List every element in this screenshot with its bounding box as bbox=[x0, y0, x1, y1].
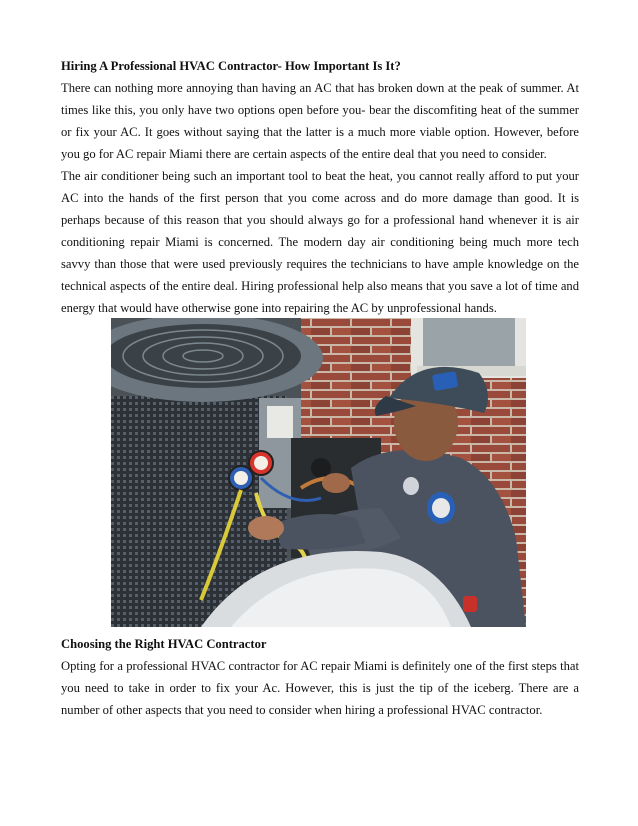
paragraph-intro: There can nothing more annoying than having an AC that has broken down at the peak of summer. At times like this, you only have two options open before you- bear the discomfiting heat of the summer or fix your AC. It goes without saying that the latter is a much more viable option. However, before you go for AC repair Miami there are certain aspects of the entire deal that you need to consider. bbox=[61, 81, 579, 161]
section-heading-choosing: Choosing the Right HVAC Contractor bbox=[61, 637, 267, 651]
technician-repairing-ac-photo bbox=[111, 318, 526, 627]
paragraph-professional-help: The air conditioner being such an important tool to beat the heat, you cannot really afford to put your AC into the hands of the first person that you come across and do more damage than good. It is perhaps because of this reason that you should always go for a professional hand whenever it is air conditioning repair Miami is concerned. The modern day air conditioning being much more tech savvy than those that were used previously requires the technicians to have ample knowledge on the technical aspects of the entire deal. Hiring professional help also means that you save a lot of time and energy that would have otherwise gone into repairing the AC by unprofessional hands. bbox=[61, 169, 579, 315]
section-heading-hiring: Hiring A Professional HVAC Contractor- How Important Is It? bbox=[61, 59, 401, 73]
paragraph-choosing: Opting for a professional HVAC contractor for AC repair Miami is definitely one of the first steps that you need to take in order to fix your Ac. However, this is just the tip of the iceberg. There are a number of other aspects that you need to consider when hiring a professional HVAC contractor. bbox=[61, 659, 579, 717]
